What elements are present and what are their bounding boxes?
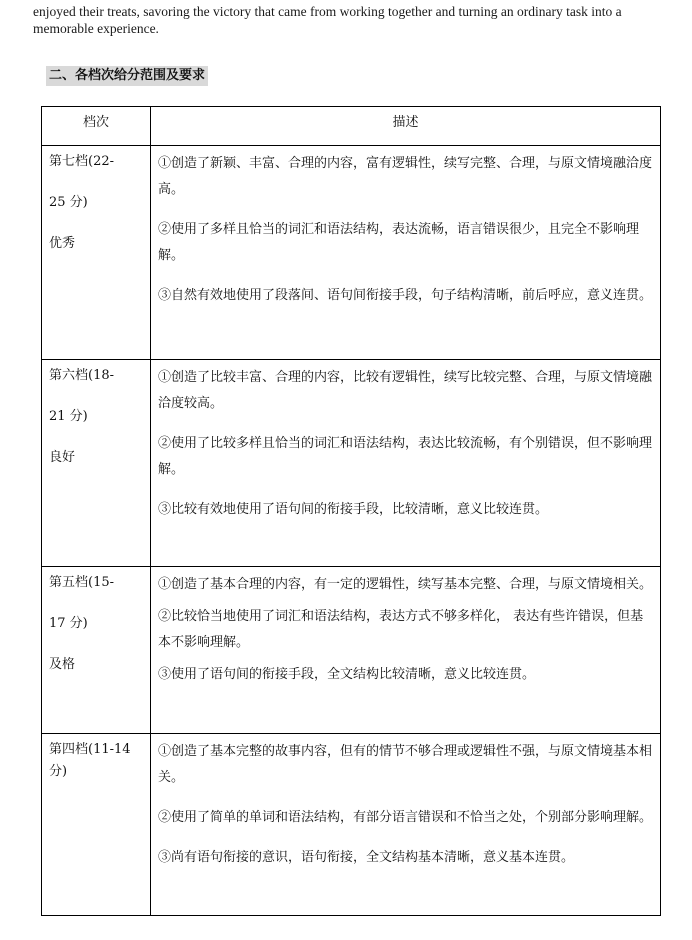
level-cell (42, 360, 151, 567)
table-row (42, 734, 661, 916)
level-range: 分) (49, 764, 68, 779)
level-cell (42, 734, 151, 916)
criterion-item: ③使用了语句间的衔接手段，全文结构比较清晰，意义比较连贯。 (158, 667, 536, 682)
level-range: 21 分) (49, 409, 88, 424)
criterion-item: ②使用了简单的单词和语法结构，有部分语言错误和不恰当之处，个别部分影响理解。 (158, 810, 653, 825)
level-cell (42, 146, 151, 360)
criterion-item: ①创造了基本合理的内容，有一定的逻辑性，续写基本完整、合理，与原文情境相关。 (158, 577, 653, 592)
table-row (42, 360, 661, 567)
level-name: 第五档(15- (49, 575, 115, 590)
description-cell (151, 360, 661, 567)
criterion-item: ③尚有语句衔接的意识，语句衔接，全文结构基本清晰，意义基本连贯。 (158, 850, 575, 865)
criterion-item: ①创造了比较丰富、合理的内容，比较有逻辑性，续写比较完整、合理，与原文情境融洽度较高。 (158, 370, 653, 411)
level-grade: 及格 (49, 657, 76, 672)
table-row (42, 146, 661, 360)
criterion-item: ②比较恰当地使用了词汇和语法结构，表达方式不够多样化， 表达有些许错误，但基本不影响理解。 (158, 609, 644, 650)
intro-paragraph: enjoyed their treats, savoring the victory that came from working together and turning an ordinary task into a memorable experience. (33, 4, 622, 36)
level-range: 17 分) (49, 616, 88, 631)
level-name: 第四档(11-14 (49, 742, 131, 757)
criterion-item: ③比较有效地使用了语句间的衔接手段，比较清晰，意义比较连贯。 (158, 502, 549, 517)
description-cell (151, 734, 661, 916)
scoring-criteria-table (41, 106, 661, 916)
level-name: 第七档(22- (49, 154, 115, 169)
criterion-item: ①创造了新颖、丰富、合理的内容，富有逻辑性，续写完整、合理，与原文情境融洽度高。 (158, 156, 653, 197)
level-name: 第六档(18- (49, 368, 115, 383)
table-row (42, 567, 661, 734)
criterion-item: ③自然有效地使用了段落间、语句间衔接手段，句子结构清晰，前后呼应，意义连贯。 (158, 288, 653, 303)
level-grade: 优秀 (49, 236, 76, 251)
criterion-item: ①创造了基本完整的故事内容，但有的情节不够合理或逻辑性不强，与原文情境基本相关。 (158, 744, 653, 785)
criterion-item: ②使用了比较多样且恰当的词汇和语法结构，表达比较流畅，有个别错误，但不影响理解。 (158, 436, 653, 477)
header-description: 描述 (151, 107, 661, 146)
header-level: 档次 (42, 107, 151, 146)
level-range: 25 分) (49, 195, 88, 210)
description-cell (151, 146, 661, 360)
section-heading: 二、各档次给分范围及要求 (46, 66, 208, 86)
level-cell (42, 567, 151, 734)
criterion-item: ②使用了多样且恰当的词汇和语法结构，表达流畅，语言错误很少，且完全不影响理解。 (158, 222, 640, 263)
table-header-row (42, 107, 661, 146)
level-grade: 良好 (49, 450, 76, 465)
description-cell (151, 567, 661, 734)
